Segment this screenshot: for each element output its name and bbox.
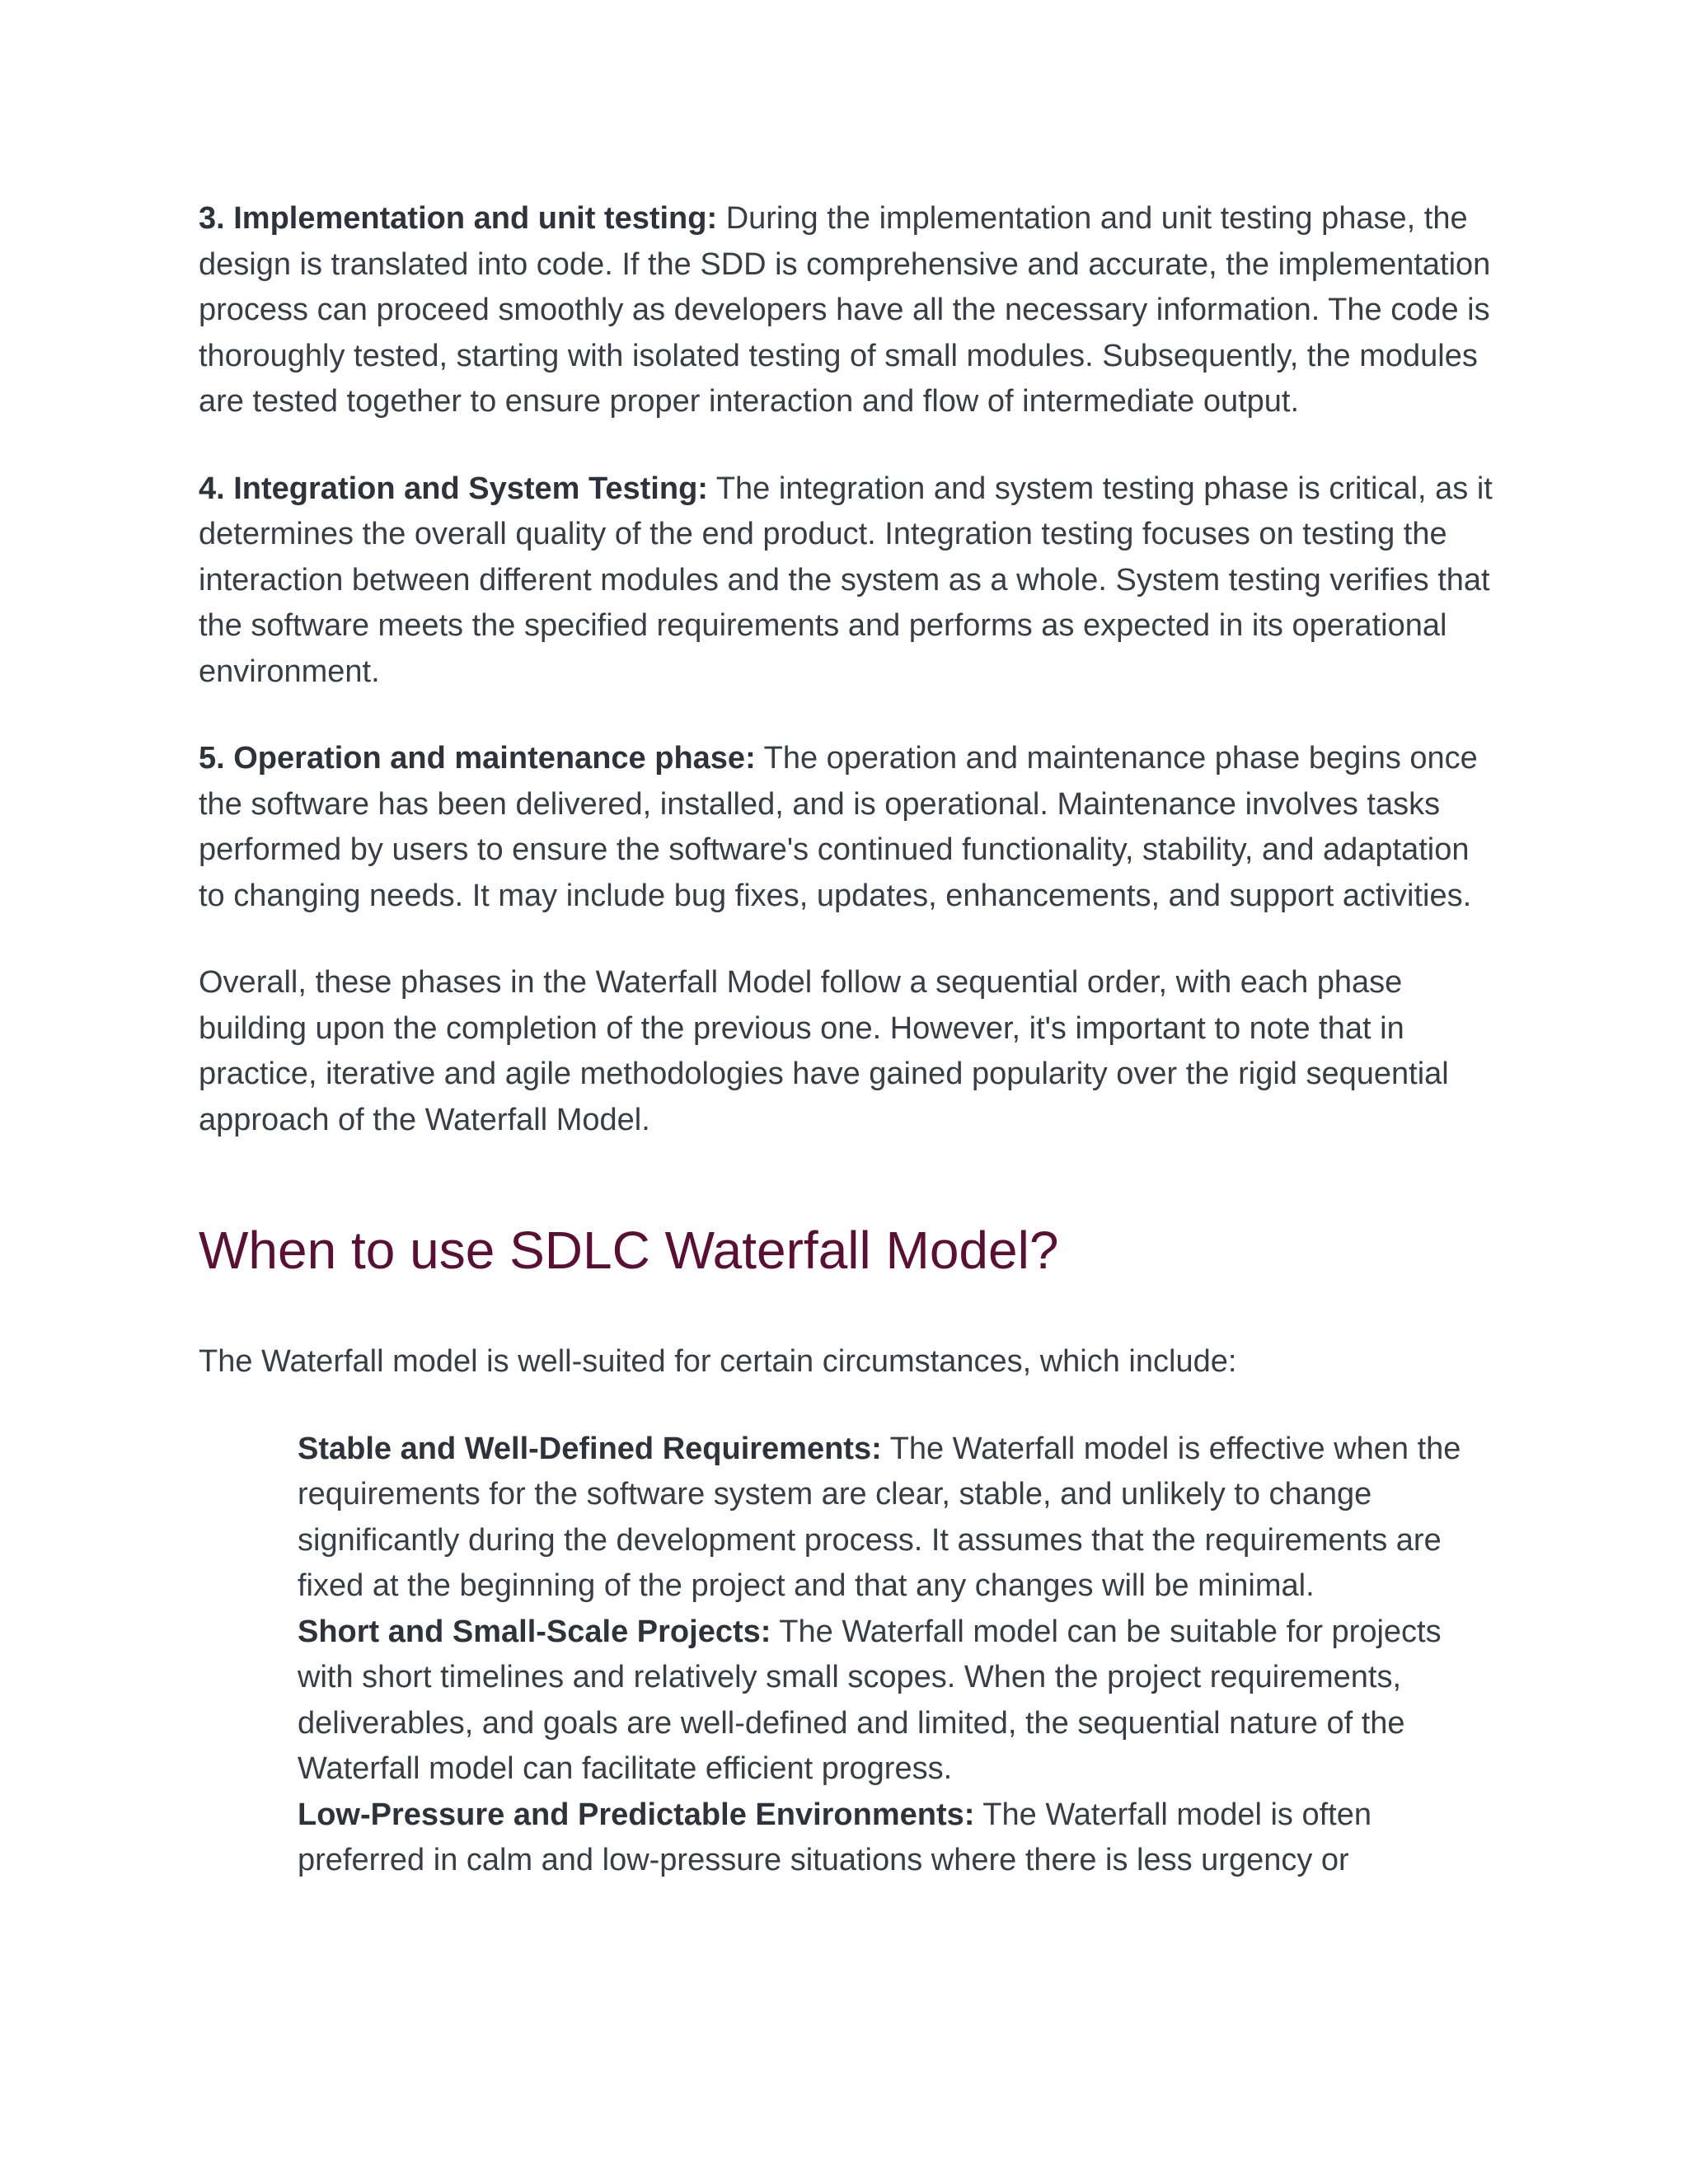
item-title: Stable and Well-Defined Requirements: xyxy=(298,1431,882,1466)
item-title: Short and Small-Scale Projects: xyxy=(298,1614,771,1649)
section-intro: The Waterfall model is well-suited for certain circumstances, which include: xyxy=(199,1344,1237,1379)
item-text: The Waterfall model is often preferred in calm and low-pressure situations where there is less urgency or xyxy=(298,1797,1372,1877)
phase-text: The operation and maintenance phase begins once the software has been delivered, installed, and is operational. Maintenance involves tasks performed by users to ensure the software's continued functionality, stability, and adaptation to changing needs. It may include bug fixes, updates, enhancements, and support activities. xyxy=(199,741,1478,913)
phase-title: 4. Integration and System Testing: xyxy=(199,471,708,506)
section-heading: When to use SDLC Waterfall Model? xyxy=(199,1221,1059,1280)
phase-operation-paragraph xyxy=(199,736,1493,919)
list-item xyxy=(298,1427,1493,1610)
list-item xyxy=(298,1610,1493,1793)
summary-paragraph: Overall, these phases in the Waterfall Model follow a sequential order, with each phase building upon the completion of the previous one. However, it's important to note that in practice, iterative and agile methodologies have gained popularity over the rigid sequential approach of the Waterfall Model. xyxy=(199,965,1449,1137)
phase-text: During the implementation and unit testing phase, the design is translated into code. If the SDD is comprehensive and accurate, the implementation process can proceed smoothly as developers have all the necessary information. The code is thoroughly tested, starting with isolated testing of small modules. Subsequently, the modules are tested together to ensure proper interaction and flow of intermediate output. xyxy=(199,201,1491,419)
phase-title: 5. Operation and maintenance phase: xyxy=(199,741,756,776)
phase-title: 3. Implementation and unit testing: xyxy=(199,201,718,236)
list-item xyxy=(298,1793,1493,1884)
phase-integration-paragraph xyxy=(199,466,1493,696)
document-page xyxy=(199,196,1493,1884)
phase-implementation-paragraph xyxy=(199,196,1493,425)
phase-text: The integration and system testing phase is critical, as it determines the overall quality of the end product. Integration testing focuses on testing the interaction between different modules and the system as a whole. System testing verifies that the software meets the specified requirements and performs as expected in its operational environment. xyxy=(199,471,1493,689)
item-title: Low-Pressure and Predictable Environments: xyxy=(298,1797,975,1832)
item-text: The Waterfall model can be suitable for projects with short timelines and relatively small scopes. When the project requirements, deliverables, and goals are well-defined and limited, the sequential nature of the Waterfall model can facilitate efficient progress. xyxy=(298,1614,1442,1786)
circumstances-list xyxy=(199,1427,1493,1884)
item-text: The Waterfall model is effective when the requirements for the software system are clear, stable, and unlikely to change significantly during the development process. It assumes that the requirements are fixed at the beginning of the project and that any changes will be minimal. xyxy=(298,1431,1461,1603)
